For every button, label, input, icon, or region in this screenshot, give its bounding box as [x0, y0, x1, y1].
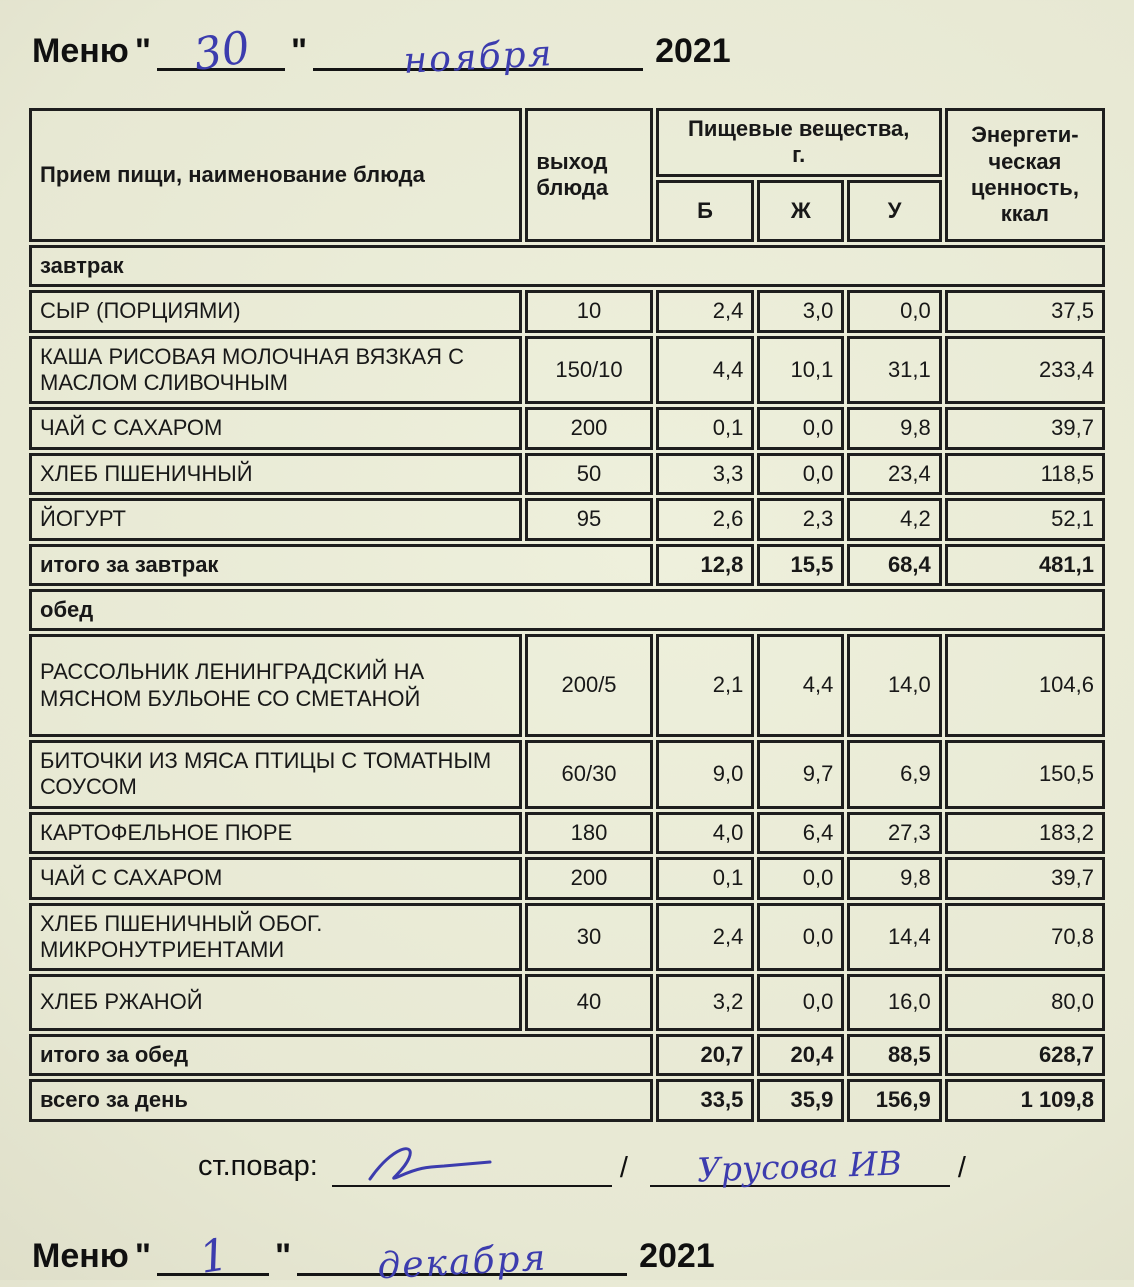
dish-protein: 9,0: [656, 740, 755, 809]
section-row-lunch: [29, 589, 1105, 631]
header-fat: Ж: [757, 180, 844, 242]
lunch-total-label: итого за обед: [29, 1034, 653, 1076]
dish-protein: 3,2: [656, 974, 755, 1030]
dish-energy: 80,0: [945, 974, 1105, 1030]
dish-protein: 2,6: [656, 498, 755, 540]
dish-energy: 37,5: [945, 290, 1105, 332]
dish-carbs: 6,9: [847, 740, 941, 809]
chef-label: ст.повар:: [198, 1149, 318, 1182]
total-carbs: 156,9: [847, 1079, 941, 1121]
day-total-label: всего за день: [29, 1079, 653, 1121]
table-row: [29, 336, 1105, 405]
dish-fat: 6,4: [757, 812, 844, 854]
day-total-row: [29, 1079, 1105, 1121]
dish-protein: 0,1: [656, 407, 755, 449]
dish-name: ЙОГУРТ: [29, 498, 522, 540]
menu-year: 2021: [655, 32, 731, 70]
dish-output: 150/10: [525, 336, 652, 405]
dish-energy: 39,7: [945, 857, 1105, 899]
dish-energy: 233,4: [945, 336, 1105, 405]
chef-name-signature: Урусова ИВ: [696, 1143, 903, 1190]
header-nutrients-line1: Пищевые вещества,: [688, 116, 910, 141]
dish-protein: 2,1: [656, 634, 755, 737]
section-label-lunch: обед: [29, 589, 1105, 631]
header-energy: Энергети-ческая ценность, ккал: [945, 108, 1105, 242]
chef-signature-icon: [362, 1141, 522, 1189]
dish-name: РАССОЛЬНИК ЛЕНИНГРАДСКИЙ НА МЯСНОМ БУЛЬОНЕ СО СМЕТАНОЙ: [29, 634, 522, 737]
dish-protein: 4,0: [656, 812, 755, 854]
dish-name: СЫР (ПОРЦИЯМИ): [29, 290, 522, 332]
dish-carbs: 16,0: [847, 974, 941, 1030]
month-blank-line: [313, 32, 643, 82]
dish-output: 200: [525, 857, 652, 899]
dish-fat: 0,0: [757, 903, 844, 972]
dish-name: ХЛЕБ РЖАНОЙ: [29, 974, 522, 1030]
dish-output: 50: [525, 453, 652, 495]
header-protein: Б: [656, 180, 755, 242]
chef-signature-line: [332, 1141, 612, 1187]
table-row: [29, 498, 1105, 540]
dish-carbs: 14,0: [847, 634, 941, 737]
lunch-total-row: [29, 1034, 1105, 1076]
dish-carbs: 31,1: [847, 336, 941, 405]
dish-fat: 0,0: [757, 453, 844, 495]
menu-table: [26, 105, 1108, 1125]
dish-output: 30: [525, 903, 652, 972]
total-fat: 20,4: [757, 1034, 844, 1076]
breakfast-total-row: [29, 544, 1105, 586]
dish-fat: 3,0: [757, 290, 844, 332]
dish-name: КАША РИСОВАЯ МОЛОЧНАЯ ВЯЗКАЯ С МАСЛОМ СЛИВОЧНЫМ: [29, 336, 522, 405]
table-row: [29, 857, 1105, 899]
dish-output: 200: [525, 407, 652, 449]
chef-signature-row: [198, 1141, 1108, 1190]
close-quote: ": [274, 1236, 292, 1275]
dish-carbs: 9,8: [847, 857, 941, 899]
open-quote: ": [134, 32, 151, 70]
breakfast-total-label: итого за завтрак: [29, 544, 653, 586]
day-blank-line: [157, 21, 285, 81]
handwritten-day: 30: [190, 21, 254, 81]
open-quote: ": [134, 1236, 151, 1275]
month-blank-line: [297, 1237, 627, 1287]
table-row: [29, 974, 1105, 1030]
signature-separator: /: [957, 1151, 966, 1184]
dish-protein: 2,4: [656, 290, 755, 332]
day-blank-line: [157, 1228, 269, 1284]
dish-output: 95: [525, 498, 652, 540]
total-fat: 35,9: [757, 1079, 844, 1121]
handwritten-month: декабря: [376, 1237, 549, 1287]
dish-fat: 9,7: [757, 740, 844, 809]
dish-energy: 104,6: [945, 634, 1105, 737]
dish-output: 40: [525, 974, 652, 1030]
table-row: [29, 407, 1105, 449]
total-energy: 628,7: [945, 1034, 1105, 1076]
table-row: [29, 812, 1105, 854]
menu-label: Меню: [32, 1236, 129, 1275]
chef-name-line: [650, 1141, 950, 1190]
total-energy: 481,1: [945, 544, 1105, 586]
dish-energy: 118,5: [945, 453, 1105, 495]
total-protein: 12,8: [656, 544, 755, 586]
dish-name: ХЛЕБ ПШЕНИЧНЫЙ ОБОГ. МИКРОНУТРИЕНТАМИ: [29, 903, 522, 972]
dish-carbs: 23,4: [847, 453, 941, 495]
total-fat: 15,5: [757, 544, 844, 586]
dish-carbs: 0,0: [847, 290, 941, 332]
dish-fat: 10,1: [757, 336, 844, 405]
total-carbs: 88,5: [847, 1034, 941, 1076]
dish-name: КАРТОФЕЛЬНОЕ ПЮРЕ: [29, 812, 522, 854]
dish-carbs: 9,8: [847, 407, 941, 449]
dish-protein: 4,4: [656, 336, 755, 405]
section-label-breakfast: завтрак: [29, 245, 1105, 287]
table-row: [29, 740, 1105, 809]
total-energy: 1 109,8: [945, 1079, 1105, 1121]
total-carbs: 68,4: [847, 544, 941, 586]
menu-label: Меню: [32, 32, 129, 70]
header-nutrients-line2: г.: [792, 142, 806, 168]
dish-name: БИТОЧКИ ИЗ МЯСА ПТИЦЫ С ТОМАТНЫМ СОУСОМ: [29, 740, 522, 809]
dish-energy: 39,7: [945, 407, 1105, 449]
dish-fat: 0,0: [757, 407, 844, 449]
dish-fat: 4,4: [757, 634, 844, 737]
header-nutrients: [656, 108, 942, 177]
dish-name: ХЛЕБ ПШЕНИЧНЫЙ: [29, 453, 522, 495]
dish-energy: 52,1: [945, 498, 1105, 540]
table-row: [29, 903, 1105, 972]
dish-name: ЧАЙ С САХАРОМ: [29, 407, 522, 449]
dish-output: 10: [525, 290, 652, 332]
dish-fat: 0,0: [757, 857, 844, 899]
menu-title-top: [32, 21, 1108, 82]
dish-energy: 183,2: [945, 812, 1105, 854]
menu-year: 2021: [639, 1236, 715, 1275]
dish-energy: 70,8: [945, 903, 1105, 972]
dish-carbs: 14,4: [847, 903, 941, 972]
handwritten-month: ноября: [402, 33, 555, 82]
total-protein: 20,7: [656, 1034, 755, 1076]
dish-fat: 2,3: [757, 498, 844, 540]
menu-title-bottom: [32, 1228, 1108, 1287]
dish-protein: 0,1: [656, 857, 755, 899]
section-row-breakfast: [29, 245, 1105, 287]
dish-carbs: 4,2: [847, 498, 941, 540]
dish-name: ЧАЙ С САХАРОМ: [29, 857, 522, 899]
handwritten-day: 1: [195, 1228, 232, 1284]
total-protein: 33,5: [656, 1079, 755, 1121]
dish-output: 200/5: [525, 634, 652, 737]
header-dish: Прием пищи, наименование блюда: [29, 108, 522, 242]
dish-fat: 0,0: [757, 974, 844, 1030]
table-row: [29, 453, 1105, 495]
signature-separator: /: [619, 1151, 628, 1184]
dish-energy: 150,5: [945, 740, 1105, 809]
dish-carbs: 27,3: [847, 812, 941, 854]
dish-protein: 2,4: [656, 903, 755, 972]
table-header-row-top: [29, 108, 1105, 177]
header-carbs: У: [847, 180, 941, 242]
header-output: выход блюда: [525, 108, 652, 242]
table-row: [29, 634, 1105, 737]
close-quote: ": [290, 32, 308, 70]
dish-output: 180: [525, 812, 652, 854]
dish-output: 60/30: [525, 740, 652, 809]
table-row: [29, 290, 1105, 332]
dish-protein: 3,3: [656, 453, 755, 495]
